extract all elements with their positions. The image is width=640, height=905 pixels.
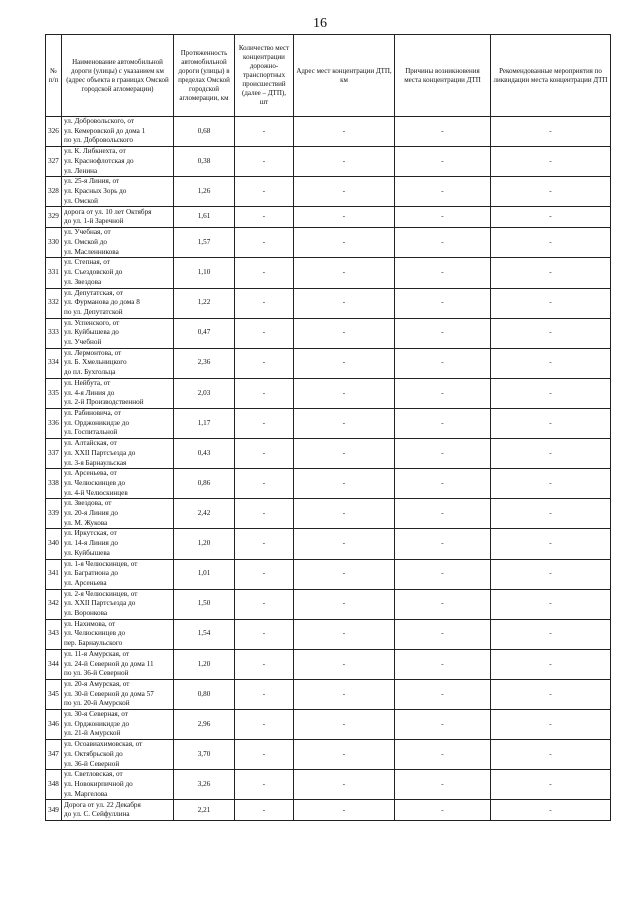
road-name-line: ул. 2-й Производственной bbox=[64, 398, 144, 407]
road-name bbox=[62, 499, 174, 529]
row-number: 329 bbox=[46, 207, 62, 228]
header-road-length: Протяженность автомобильной дороги (улицы) в пределах Омской городской агломерации, км bbox=[174, 35, 235, 117]
road-name-line: ул. Звездова, от bbox=[64, 499, 112, 508]
road-name-line: ул. XXII Партсъезда до bbox=[64, 599, 136, 608]
accident-address: - bbox=[294, 228, 395, 258]
road-name bbox=[62, 348, 174, 378]
row-number: 342 bbox=[46, 589, 62, 619]
table-row bbox=[46, 619, 611, 649]
road-name-line: ул. 3-я Барнаульская bbox=[64, 458, 127, 467]
recommended-measures: - bbox=[491, 177, 611, 207]
road-length: 0,80 bbox=[174, 679, 235, 709]
accident-address: - bbox=[294, 117, 395, 147]
road-register-table bbox=[45, 34, 611, 821]
road-name-line: ул. Осоавиахимовская, от bbox=[64, 740, 143, 749]
road-name bbox=[62, 117, 174, 147]
accident-count: - bbox=[235, 288, 294, 318]
road-name-line: ул. Кемеровской до дома 1 bbox=[64, 126, 146, 135]
row-number: 345 bbox=[46, 679, 62, 709]
road-name bbox=[62, 318, 174, 348]
table-row bbox=[46, 679, 611, 709]
header-number: № п/п bbox=[46, 35, 62, 117]
recommended-measures: - bbox=[491, 117, 611, 147]
road-name-line: ул. Госпитальной bbox=[64, 428, 118, 437]
road-name-line: ул. 4-я Линия до bbox=[64, 388, 115, 397]
accident-count: - bbox=[235, 679, 294, 709]
table-row bbox=[46, 348, 611, 378]
recommended-measures: - bbox=[491, 207, 611, 228]
accident-count: - bbox=[235, 800, 294, 821]
row-number: 336 bbox=[46, 408, 62, 438]
recommended-measures: - bbox=[491, 619, 611, 649]
road-name-line: ул. Куйбышева bbox=[64, 548, 110, 557]
road-name-line: ул. 30-й Северной до дома 57 bbox=[64, 689, 154, 698]
table-row bbox=[46, 378, 611, 408]
recommended-measures: - bbox=[491, 710, 611, 740]
recommended-measures: - bbox=[491, 499, 611, 529]
road-name-line: ул. Учебной bbox=[64, 338, 102, 347]
accident-address: - bbox=[294, 378, 395, 408]
accident-reasons: - bbox=[395, 589, 491, 619]
road-name bbox=[62, 288, 174, 318]
row-number: 343 bbox=[46, 619, 62, 649]
road-length: 2,03 bbox=[174, 378, 235, 408]
table-row bbox=[46, 740, 611, 770]
accident-reasons: - bbox=[395, 117, 491, 147]
header-accident-count: Количество мест концентрации дорожно-транспортных происшествий (далее – ДТП), шт bbox=[235, 35, 294, 117]
accident-count: - bbox=[235, 378, 294, 408]
recommended-measures: - bbox=[491, 439, 611, 469]
accident-count: - bbox=[235, 649, 294, 679]
accident-count: - bbox=[235, 117, 294, 147]
accident-count: - bbox=[235, 228, 294, 258]
road-length: 1,54 bbox=[174, 619, 235, 649]
road-length: 1,22 bbox=[174, 288, 235, 318]
road-length: 1,57 bbox=[174, 228, 235, 258]
road-name-line: ул. Воронкова bbox=[64, 609, 108, 618]
accident-count: - bbox=[235, 439, 294, 469]
road-name-line: ул. Светловская, от bbox=[64, 770, 123, 779]
road-length: 1,61 bbox=[174, 207, 235, 228]
accident-count: - bbox=[235, 147, 294, 177]
recommended-measures: - bbox=[491, 529, 611, 559]
accident-count: - bbox=[235, 710, 294, 740]
road-name bbox=[62, 258, 174, 288]
road-length: 0,68 bbox=[174, 117, 235, 147]
road-length: 1,20 bbox=[174, 529, 235, 559]
road-name bbox=[62, 800, 174, 821]
road-name-line: ул. 21-й Амурской bbox=[64, 729, 121, 738]
accident-reasons: - bbox=[395, 529, 491, 559]
road-name-line: ул. К. Либкнехта, от bbox=[64, 147, 126, 156]
table-header-row bbox=[46, 35, 611, 117]
header-road-name: Наименование автомобильной дороги (улицы) с указанием км (адрес объекта в границах Омской городской агломерации) bbox=[62, 35, 174, 117]
road-name bbox=[62, 619, 174, 649]
road-name bbox=[62, 378, 174, 408]
road-length: 0,43 bbox=[174, 439, 235, 469]
road-name bbox=[62, 589, 174, 619]
road-name bbox=[62, 147, 174, 177]
road-name-line: ул. 24-й Северной до дома 11 bbox=[64, 659, 154, 668]
header-accident-address: Адрес мест концентрации ДТП, км bbox=[294, 35, 395, 117]
accident-reasons: - bbox=[395, 207, 491, 228]
recommended-measures: - bbox=[491, 649, 611, 679]
road-name-line: ул. М. Жукова bbox=[64, 518, 108, 527]
accident-reasons: - bbox=[395, 439, 491, 469]
table-row bbox=[46, 800, 611, 821]
accident-reasons: - bbox=[395, 177, 491, 207]
road-name-line: по ул. Депутатской bbox=[64, 307, 123, 316]
road-name-line: ул. Б. Хмельницкого bbox=[64, 358, 127, 367]
row-number: 328 bbox=[46, 177, 62, 207]
road-name-line: ул. Съездовской до bbox=[64, 268, 123, 277]
road-name bbox=[62, 228, 174, 258]
row-number: 346 bbox=[46, 710, 62, 740]
accident-count: - bbox=[235, 258, 294, 288]
accident-reasons: - bbox=[395, 228, 491, 258]
page-number: 16 bbox=[313, 16, 327, 31]
table-row bbox=[46, 710, 611, 740]
row-number: 340 bbox=[46, 529, 62, 559]
accident-address: - bbox=[294, 348, 395, 378]
road-length: 3,70 bbox=[174, 740, 235, 770]
road-length: 2,96 bbox=[174, 710, 235, 740]
road-name bbox=[62, 529, 174, 559]
road-name bbox=[62, 559, 174, 589]
road-length: 0,86 bbox=[174, 469, 235, 499]
road-name bbox=[62, 207, 174, 228]
accident-reasons: - bbox=[395, 147, 491, 177]
road-name-line: ул. Звездова bbox=[64, 277, 102, 286]
accident-address: - bbox=[294, 318, 395, 348]
recommended-measures: - bbox=[491, 800, 611, 821]
row-number: 330 bbox=[46, 228, 62, 258]
recommended-measures: - bbox=[491, 228, 611, 258]
row-number: 332 bbox=[46, 288, 62, 318]
recommended-measures: - bbox=[491, 378, 611, 408]
road-length: 1,17 bbox=[174, 408, 235, 438]
road-name-line: ул. Арсеньева bbox=[64, 578, 107, 587]
accident-address: - bbox=[294, 589, 395, 619]
row-number: 334 bbox=[46, 348, 62, 378]
road-length: 3,26 bbox=[174, 770, 235, 800]
table-row bbox=[46, 649, 611, 679]
row-number: 348 bbox=[46, 770, 62, 800]
row-number: 338 bbox=[46, 469, 62, 499]
accident-address: - bbox=[294, 770, 395, 800]
row-number: 349 bbox=[46, 800, 62, 821]
road-length: 0,47 bbox=[174, 318, 235, 348]
accident-reasons: - bbox=[395, 378, 491, 408]
road-name-line: по ул. 20-й Амурской bbox=[64, 699, 130, 708]
road-name-line: ул. Учебная, от bbox=[64, 228, 111, 237]
accident-count: - bbox=[235, 529, 294, 559]
accident-address: - bbox=[294, 288, 395, 318]
road-name-line: ул. Степная, от bbox=[64, 258, 110, 267]
accident-count: - bbox=[235, 740, 294, 770]
accident-reasons: - bbox=[395, 559, 491, 589]
accident-address: - bbox=[294, 408, 395, 438]
road-name-line: ул. Добровольского, от bbox=[64, 117, 135, 125]
recommended-measures: - bbox=[491, 348, 611, 378]
road-name-line: ул. Краснофлотская до bbox=[64, 156, 134, 165]
table-row bbox=[46, 469, 611, 499]
road-name-line: ул. Новокирпичной до bbox=[64, 780, 133, 788]
recommended-measures: - bbox=[491, 469, 611, 499]
road-name-line: ул. Куйбышева до bbox=[64, 328, 119, 337]
road-name-line: до пл. Бухгольца bbox=[64, 368, 116, 377]
table-row bbox=[46, 439, 611, 469]
road-name-line: ул. 30-я Северная, от bbox=[64, 710, 128, 719]
accident-count: - bbox=[235, 207, 294, 228]
road-name-line: Дорога от ул. 22 Декабря bbox=[64, 800, 141, 809]
accident-reasons: - bbox=[395, 770, 491, 800]
road-name-line: пер. Барнаульского bbox=[64, 639, 123, 648]
row-number: 339 bbox=[46, 499, 62, 529]
accident-address: - bbox=[294, 499, 395, 529]
accident-reasons: - bbox=[395, 619, 491, 649]
road-name bbox=[62, 710, 174, 740]
row-number: 341 bbox=[46, 559, 62, 589]
table-row bbox=[46, 117, 611, 147]
road-name-line: до ул. С. Сейфуллина bbox=[64, 810, 130, 819]
road-name-line: ул. Депутатская, от bbox=[64, 288, 123, 297]
road-name-line: ул. 36-й Северной bbox=[64, 759, 120, 768]
road-length: 1,01 bbox=[174, 559, 235, 589]
road-name bbox=[62, 770, 174, 800]
road-name-line: по ул. 36-й Северной bbox=[64, 669, 129, 678]
accident-count: - bbox=[235, 589, 294, 619]
road-name-line: ул. 25-я Линия, от bbox=[64, 177, 120, 186]
road-name bbox=[62, 469, 174, 499]
accident-address: - bbox=[294, 469, 395, 499]
table-row bbox=[46, 589, 611, 619]
table-row bbox=[46, 318, 611, 348]
accident-count: - bbox=[235, 408, 294, 438]
accident-address: - bbox=[294, 559, 395, 589]
row-number: 337 bbox=[46, 439, 62, 469]
road-name-line: ул. Ленина bbox=[64, 166, 98, 175]
accident-address: - bbox=[294, 800, 395, 821]
accident-reasons: - bbox=[395, 740, 491, 770]
road-length: 1,10 bbox=[174, 258, 235, 288]
recommended-measures: - bbox=[491, 589, 611, 619]
accident-count: - bbox=[235, 177, 294, 207]
row-number: 344 bbox=[46, 649, 62, 679]
table-row bbox=[46, 258, 611, 288]
accident-reasons: - bbox=[395, 800, 491, 821]
row-number: 335 bbox=[46, 378, 62, 408]
recommended-measures: - bbox=[491, 740, 611, 770]
accident-count: - bbox=[235, 559, 294, 589]
road-name-line: ул. Маргелова bbox=[64, 789, 108, 798]
road-name-line: ул. Алтайская, от bbox=[64, 439, 117, 448]
recommended-measures: - bbox=[491, 770, 611, 800]
table-row bbox=[46, 559, 611, 589]
road-name-line: ул. 2-я Челюскинцев, от bbox=[64, 589, 138, 598]
road-name-line: ул. 14-я Линия до bbox=[64, 539, 118, 548]
road-name bbox=[62, 649, 174, 679]
road-length: 0,38 bbox=[174, 147, 235, 177]
accident-reasons: - bbox=[395, 288, 491, 318]
road-name-line: ул. Лермонтова, от bbox=[64, 348, 122, 357]
road-name-line: ул. Омской bbox=[64, 196, 98, 205]
road-length: 1,20 bbox=[174, 649, 235, 679]
accident-reasons: - bbox=[395, 499, 491, 529]
road-length: 1,26 bbox=[174, 177, 235, 207]
accident-address: - bbox=[294, 619, 395, 649]
table-row bbox=[46, 177, 611, 207]
road-name bbox=[62, 177, 174, 207]
accident-reasons: - bbox=[395, 469, 491, 499]
accident-reasons: - bbox=[395, 408, 491, 438]
road-name-line: ул. Орджоникидзе до bbox=[64, 719, 130, 728]
accident-count: - bbox=[235, 348, 294, 378]
road-name-line: ул. Челюскинцев до bbox=[64, 629, 126, 638]
recommended-measures: - bbox=[491, 408, 611, 438]
road-name-line: ул. 11-я Амурская, от bbox=[64, 649, 130, 658]
road-name-line: ул. 20-я Амурская, от bbox=[64, 679, 130, 688]
accident-reasons: - bbox=[395, 649, 491, 679]
road-length: 2,21 bbox=[174, 800, 235, 821]
header-recommended-measures: Рекомендованные мероприятия по ликвидации места концентрации ДТП bbox=[491, 35, 611, 117]
accident-reasons: - bbox=[395, 348, 491, 378]
road-length: 2,42 bbox=[174, 499, 235, 529]
road-name-line: ул. Нахимова, от bbox=[64, 619, 116, 628]
table-row bbox=[46, 288, 611, 318]
accident-address: - bbox=[294, 710, 395, 740]
accident-reasons: - bbox=[395, 318, 491, 348]
road-length: 2,36 bbox=[174, 348, 235, 378]
road-name bbox=[62, 740, 174, 770]
accident-count: - bbox=[235, 499, 294, 529]
road-name-line: ул. Масленникова bbox=[64, 247, 119, 256]
road-name-line: ул. Омской до bbox=[64, 238, 108, 247]
road-name-line: ул. Иркутская, от bbox=[64, 529, 117, 538]
road-name bbox=[62, 408, 174, 438]
header-accident-reasons: Причины возникновения места концентрации ДТП bbox=[395, 35, 491, 117]
table-row bbox=[46, 499, 611, 529]
road-name-line: ул. XXII Партсъезда до bbox=[64, 448, 136, 457]
accident-address: - bbox=[294, 740, 395, 770]
road-name-line: ул. Нейбута, от bbox=[64, 378, 111, 387]
accident-count: - bbox=[235, 469, 294, 499]
road-name-line: ул. 20-я Линия до bbox=[64, 509, 118, 518]
road-name-line: ул. Челюскинцев до bbox=[64, 478, 126, 487]
accident-address: - bbox=[294, 177, 395, 207]
row-number: 333 bbox=[46, 318, 62, 348]
accident-address: - bbox=[294, 207, 395, 228]
road-name-line: ул. Орджоникидзе до bbox=[64, 418, 130, 427]
row-number: 347 bbox=[46, 740, 62, 770]
accident-address: - bbox=[294, 679, 395, 709]
accident-address: - bbox=[294, 258, 395, 288]
road-length: 1,50 bbox=[174, 589, 235, 619]
road-name-line: ул. Красных Зорь до bbox=[64, 186, 127, 195]
road-name-line: до ул. 1-й Заречной bbox=[64, 217, 124, 226]
road-name-line: ул. Октябрьской до bbox=[64, 749, 123, 758]
road-name-line: по ул. Добровольского bbox=[64, 136, 134, 145]
table-row bbox=[46, 207, 611, 228]
recommended-measures: - bbox=[491, 318, 611, 348]
accident-count: - bbox=[235, 770, 294, 800]
recommended-measures: - bbox=[491, 258, 611, 288]
road-name-line: ул. 1-я Челюскинцев, от bbox=[64, 559, 138, 568]
accident-address: - bbox=[294, 147, 395, 177]
recommended-measures: - bbox=[491, 679, 611, 709]
table-row bbox=[46, 529, 611, 559]
row-number: 331 bbox=[46, 258, 62, 288]
accident-reasons: - bbox=[395, 258, 491, 288]
table-row bbox=[46, 408, 611, 438]
road-name-line: ул. Рабиновича, от bbox=[64, 408, 121, 417]
accident-address: - bbox=[294, 439, 395, 469]
accident-address: - bbox=[294, 529, 395, 559]
accident-count: - bbox=[235, 619, 294, 649]
road-name-line: ул. Багратиона до bbox=[64, 569, 118, 578]
road-name-line: дорога от ул. 10 лет Октября bbox=[64, 207, 152, 216]
table-row bbox=[46, 770, 611, 800]
row-number: 326 bbox=[46, 117, 62, 147]
row-number: 327 bbox=[46, 147, 62, 177]
road-name-line: ул. Фурманова до дома 8 bbox=[64, 298, 140, 307]
road-name-line: ул. Арсеньева, от bbox=[64, 469, 117, 478]
table-row bbox=[46, 228, 611, 258]
accident-count: - bbox=[235, 318, 294, 348]
accident-address: - bbox=[294, 649, 395, 679]
recommended-measures: - bbox=[491, 559, 611, 589]
recommended-measures: - bbox=[491, 147, 611, 177]
road-name-line: ул. Успенского, от bbox=[64, 318, 120, 327]
recommended-measures: - bbox=[491, 288, 611, 318]
accident-reasons: - bbox=[395, 679, 491, 709]
road-name bbox=[62, 679, 174, 709]
road-name-line: ул. 4-й Челюскинцев bbox=[64, 488, 128, 497]
table-row bbox=[46, 147, 611, 177]
road-name bbox=[62, 439, 174, 469]
accident-reasons: - bbox=[395, 710, 491, 740]
